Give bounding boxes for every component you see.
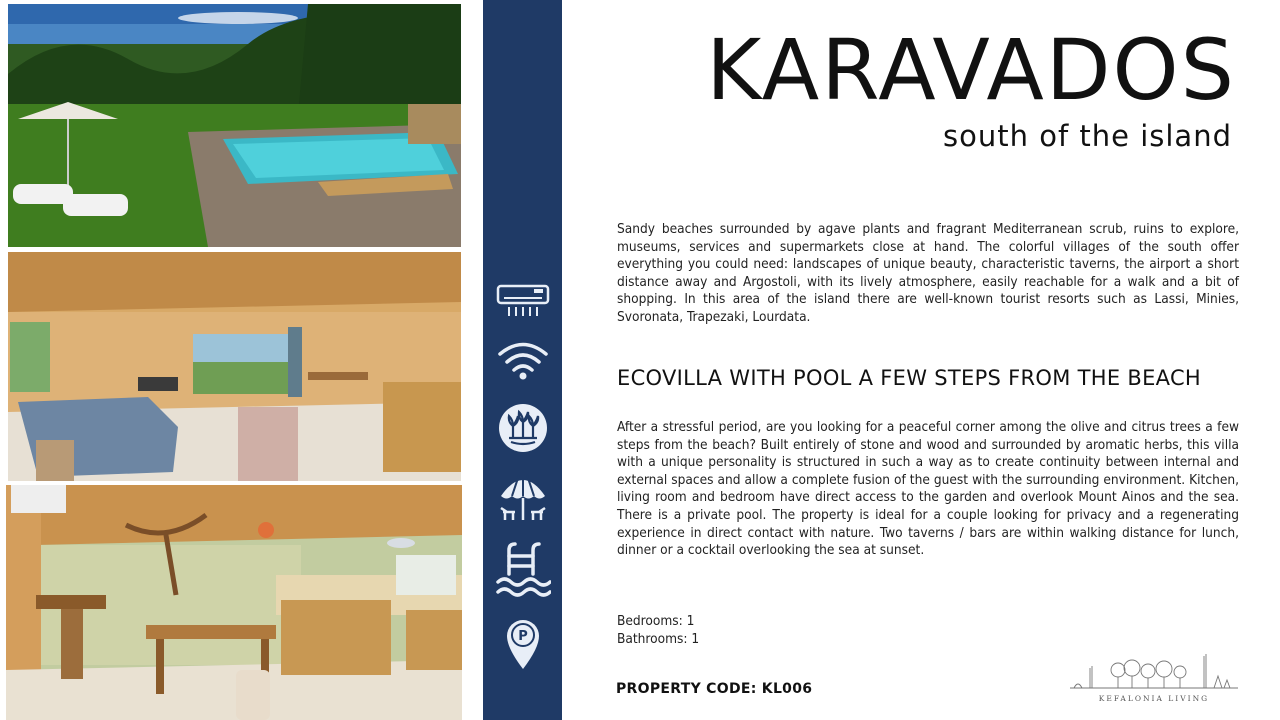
air-conditioning-icon [483,283,562,319]
kitchen-dining-photo [6,485,462,720]
bathrooms-count: Bathrooms: 1 [617,631,700,647]
living-room-photo [8,252,461,481]
beach-umbrella-icon [483,470,562,524]
wifi-icon [483,341,562,381]
kefalonia-living-logo [1066,650,1242,710]
page-title: KARAVADOS [706,21,1236,119]
logo-trees-icon [1066,650,1242,694]
property-facts [617,612,699,648]
property-code: PROPERTY CODE: KL006 [616,681,813,697]
bedrooms-count: Bedrooms: 1 [617,613,695,629]
pool-icon [483,540,562,598]
page-subtitle: south of the island [943,119,1232,153]
garden-icon [483,402,562,454]
pool-garden-photo [8,4,461,247]
logo-text: KEFALONIA LIVING [1098,694,1210,703]
area-description: Sandy beaches surrounded by agave plants and fragrant Mediterranean scrub, ruins to explore, museums, services and supermarkets close at hand. The colorful villages of the south offer everything you could need: landscapes of unique beauty, characteristic taverns, the airport a short distance away and Argostoli, with its lively atmosphere, easily reachable for a walk and a bit of shopping. In this area of the island there are well-known tourist resorts such as Lassi, Minies, Svoronata, Trapezaki, Lourdata. [617,221,1239,325]
property-description: After a stressful period, are you looking for a peaceful corner among the olive and citrus trees a few steps from the beach? Built entirely of stone and wood and surrounded by aromatic herbs, this villa with a unique personality is structured in such a way as to create continuity between internal and external spaces and allow a complete fusion of the guest with the surrounding environment. Kitchen, living room and bedroom have direct access to the garden and overlook Mount Ainos and the sea. There is a private pool. The property is ideal for a couple looking for privacy and a regenerating experience in direct contact with nature. Two taverns / bars are within walking distance for lunch, dinner or a cocktail overlooking the sea at sunset. [617,419,1239,559]
property-heading: ECOVILLA WITH POOL A FEW STEPS FROM THE BEACH [617,366,1202,390]
parking-icon [483,618,562,670]
amenities-sidebar [483,0,562,720]
svg-text:P: P [517,629,528,644]
